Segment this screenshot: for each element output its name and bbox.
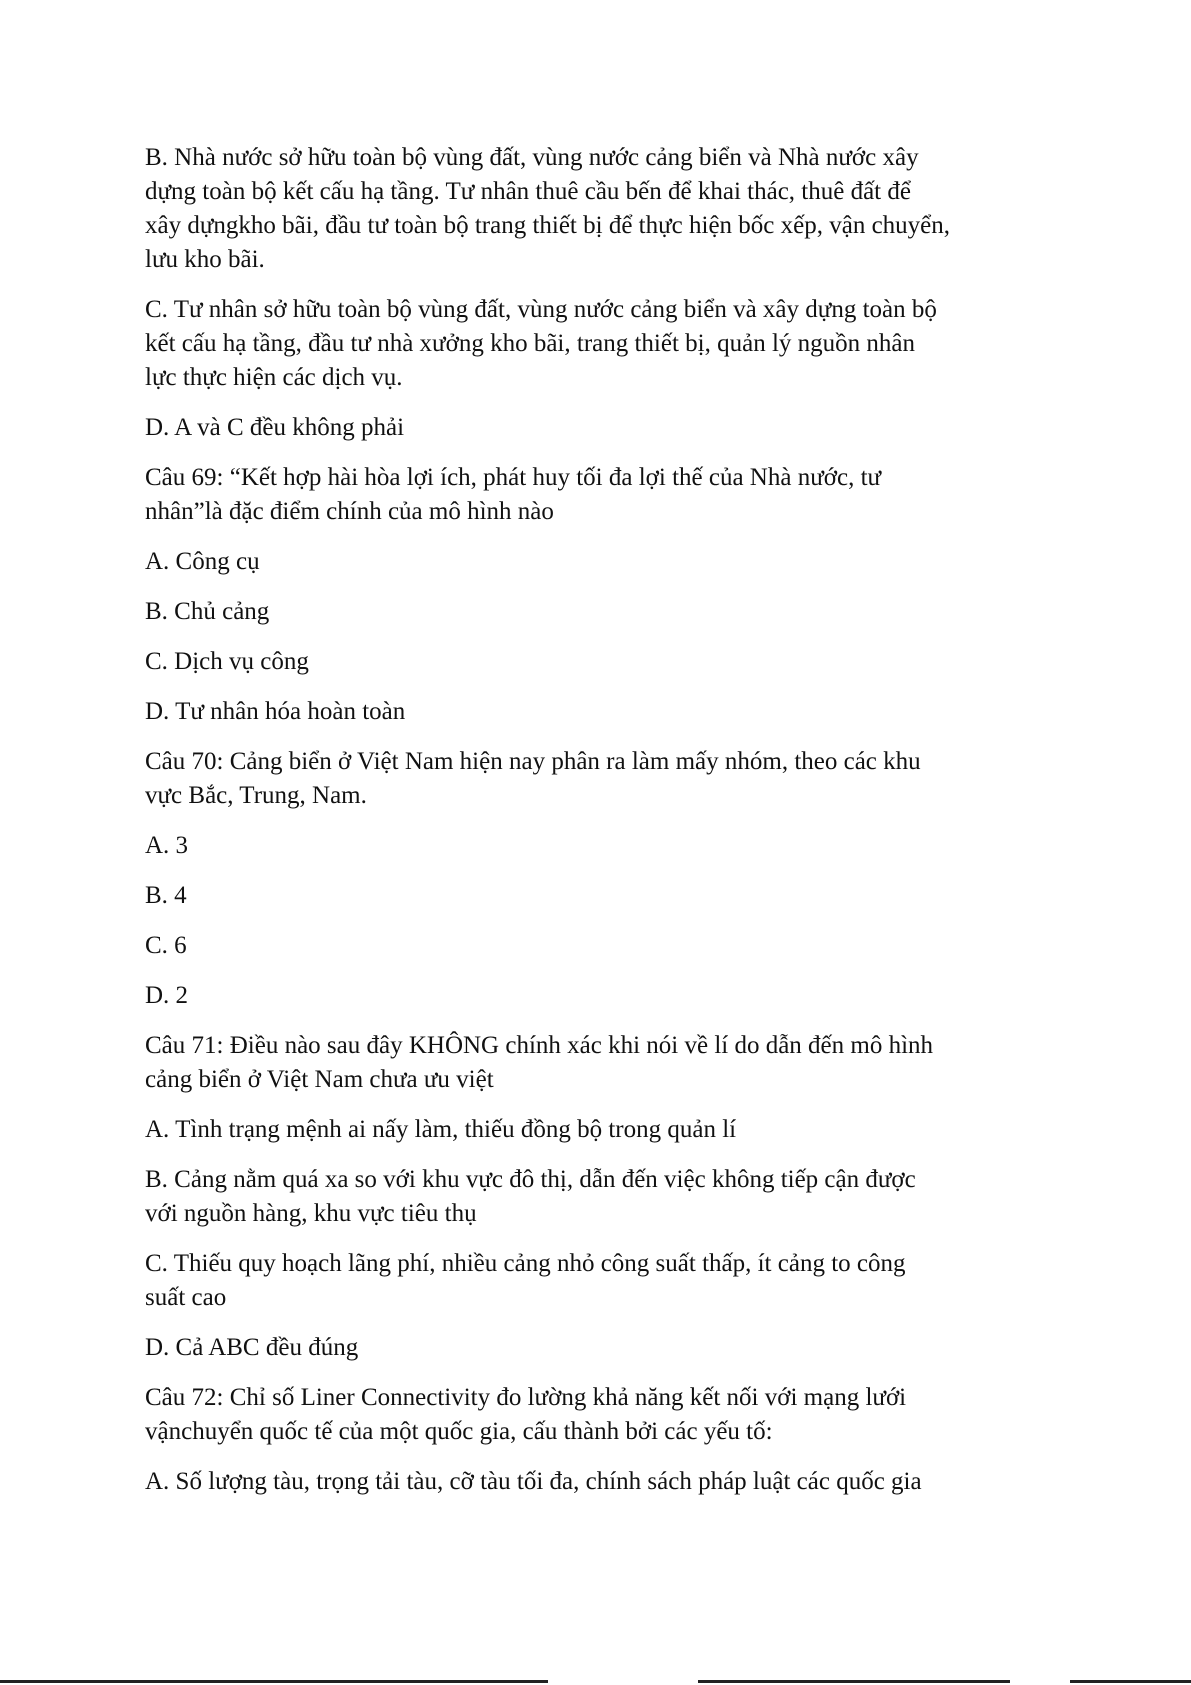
document-paragraph <box>145 1381 1065 1449</box>
text-line: D. 2 <box>145 982 189 1009</box>
text-line: suất cao <box>145 1284 227 1311</box>
text-line: C. Thiếu quy hoạch lãng phí, nhiều cảng nhỏ công suất thấp, ít cảng to công <box>145 1250 906 1277</box>
document-paragraph <box>145 645 1065 679</box>
text-line: vậnchuyển quốc tế của một quốc gia, cấu thành bởi các yếu tố: <box>145 1418 773 1445</box>
text-line: C. Tư nhân sở hữu toàn bộ vùng đất, vùng nước cảng biển và xây dựng toàn bộ <box>145 296 937 323</box>
text-line: A. Số lượng tàu, trọng tải tàu, cỡ tàu tối đa, chính sách pháp luật các quốc gia <box>145 1468 922 1495</box>
text-line: nhân”là đặc điểm chính của mô hình nào <box>145 498 554 525</box>
text-line: B. Nhà nước sở hữu toàn bộ vùng đất, vùng nước cảng biển và Nhà nước xây <box>145 144 919 171</box>
text-line: B. Cảng nằm quá xa so với khu vực đô thị, dẫn đến việc không tiếp cận được <box>145 1166 916 1193</box>
document-paragraph <box>145 1113 1065 1147</box>
text-line: A. Tình trạng mệnh ai nấy làm, thiếu đồng bộ trong quản lí <box>145 1116 737 1143</box>
text-line: A. Công cụ <box>145 548 260 575</box>
text-line: C. Dịch vụ công <box>145 648 309 675</box>
text-line: dựng toàn bộ kết cấu hạ tầng. Tư nhân thuê cầu bến để khai thác, thuê đất để <box>145 178 911 205</box>
document-paragraph <box>145 1465 1065 1499</box>
text-line: A. 3 <box>145 832 189 859</box>
text-line: kết cấu hạ tầng, đầu tư nhà xưởng kho bãi, trang thiết bị, quản lý nguồn nhân <box>145 330 916 357</box>
document-paragraph <box>145 879 1065 913</box>
text-line: cảng biển ở Việt Nam chưa ưu việt <box>145 1066 494 1093</box>
text-line: với nguồn hàng, khu vực tiêu thụ <box>145 1200 477 1227</box>
text-line: B. 4 <box>145 882 187 909</box>
document-paragraph <box>145 141 1065 277</box>
text-line: D. A và C đều không phải <box>145 414 405 441</box>
document-paragraph <box>145 411 1065 445</box>
document-paragraph <box>145 1247 1065 1315</box>
text-line: lực thực hiện các dịch vụ. <box>145 364 403 391</box>
text-line: Câu 70: Cảng biển ở Việt Nam hiện nay phân ra làm mấy nhóm, theo các khu <box>145 748 921 775</box>
document-paragraph <box>145 545 1065 579</box>
document-body <box>145 141 1065 1515</box>
document-paragraph <box>145 929 1065 963</box>
text-line: D. Tư nhân hóa hoàn toàn <box>145 698 406 725</box>
border-gap <box>548 1680 698 1683</box>
document-paragraph <box>145 979 1065 1013</box>
text-line: xây dựngkho bãi, đầu tư toàn bộ trang thiết bị để thực hiện bốc xếp, vận chuyển, <box>145 212 951 239</box>
text-line: Câu 72: Chỉ số Liner Connectivity đo lường khả năng kết nối với mạng lưới <box>145 1384 907 1411</box>
document-paragraph <box>145 293 1065 395</box>
document-paragraph <box>145 1331 1065 1365</box>
document-paragraph <box>145 1163 1065 1231</box>
document-paragraph <box>145 461 1065 529</box>
page-bottom-border <box>0 1680 1191 1683</box>
text-line: Câu 71: Điều nào sau đây KHÔNG chính xác khi nói về lí do dẫn đến mô hình <box>145 1032 934 1059</box>
text-line: D. Cả ABC đều đúng <box>145 1334 359 1361</box>
text-line: C. 6 <box>145 932 187 959</box>
border-gap <box>1010 1680 1070 1683</box>
document-paragraph <box>145 829 1065 863</box>
document-paragraph <box>145 595 1065 629</box>
text-line: lưu kho bãi. <box>145 246 265 273</box>
document-paragraph <box>145 695 1065 729</box>
text-line: Câu 69: “Kết hợp hài hòa lợi ích, phát huy tối đa lợi thế của Nhà nước, tư <box>145 464 882 491</box>
text-line: vực Bắc, Trung, Nam. <box>145 782 367 809</box>
document-paragraph <box>145 745 1065 813</box>
document-paragraph <box>145 1029 1065 1097</box>
text-line: B. Chủ cảng <box>145 598 270 625</box>
